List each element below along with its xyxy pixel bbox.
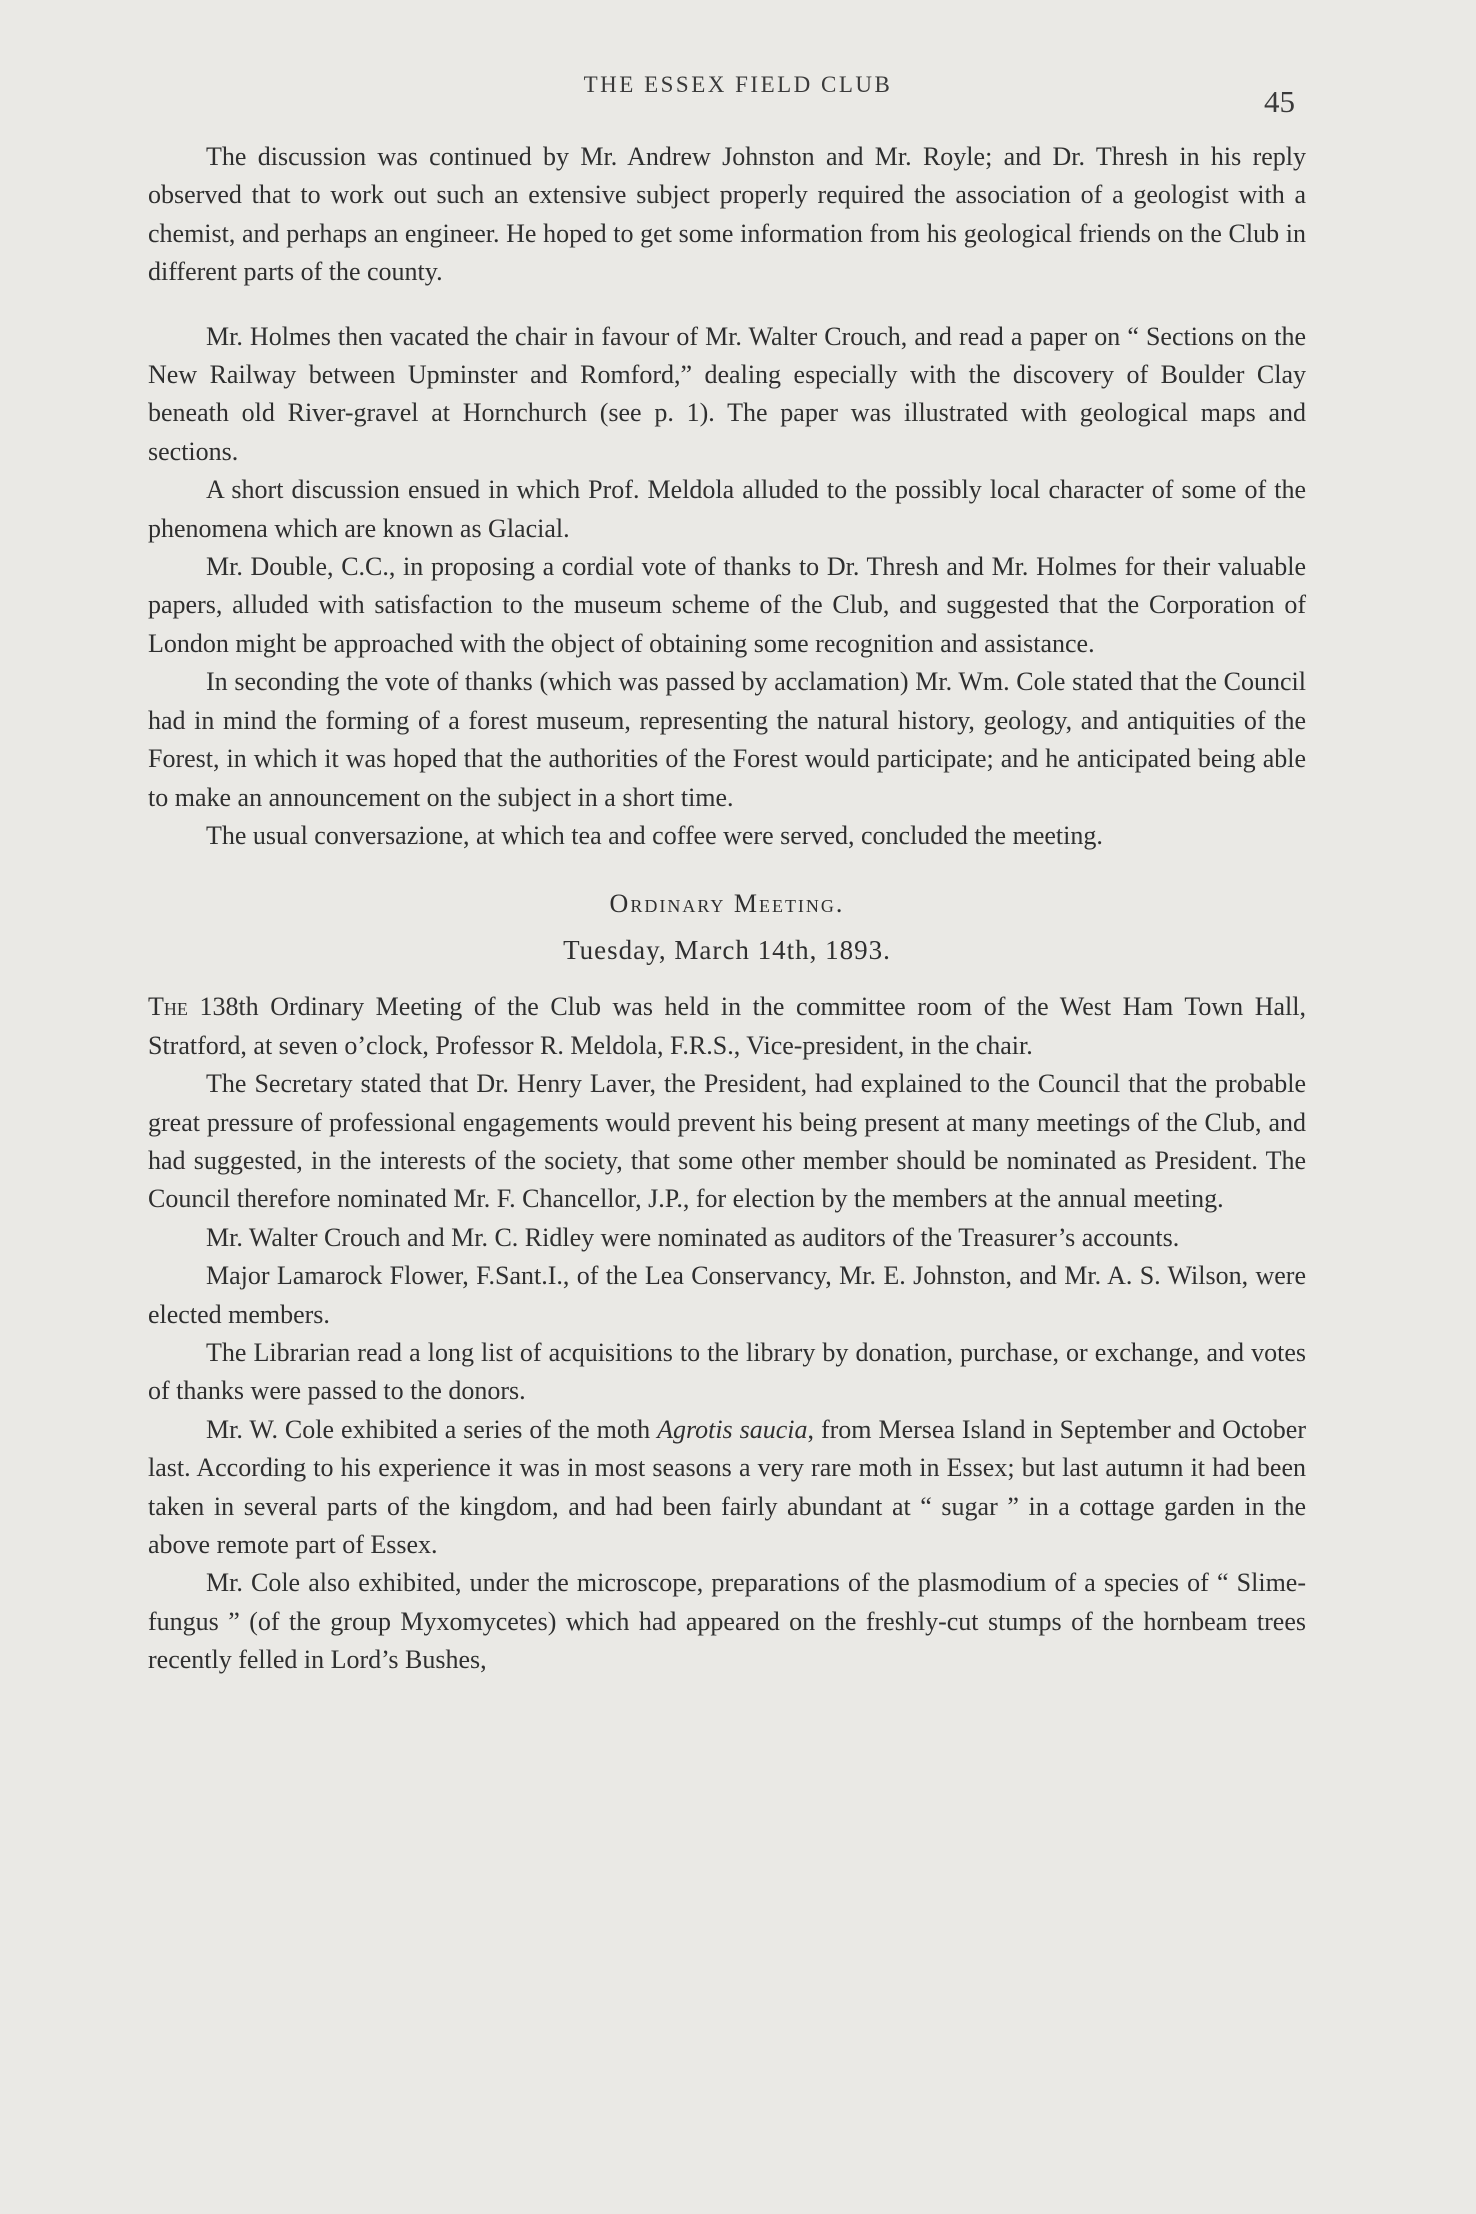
page-number: 45 <box>1264 84 1295 119</box>
opening-word: The <box>148 992 188 1022</box>
paragraph-auditors: Mr. Walter Crouch and Mr. C. Ridley were nominated as auditors of the Treasurer’s accounts. <box>206 1222 1180 1252</box>
paragraph-meeting-opening <box>148 988 1306 1065</box>
paragraph-forest-museum: In seconding the vote of thanks (which was passed by acclamation) Mr. Wm. Cole stated that the Council had in mind the forming of a forest museum, representing the natural history, geology, and antiquities of the Forest, in which it was hoped that the authorities of the Forest would participate; and he anticipated being able to make an announcement on the subject in a short time. <box>148 667 1306 812</box>
paragraph-vote-of-thanks: Mr. Double, C.C., in proposing a cordial vote of thanks to Dr. Thresh and Mr. Holmes for their valuable papers, alluded with satisfaction to the museum scheme of the Club, and suggested that the Corporation of London might be approached with the object of obtaining some recognition and assistance. <box>148 552 1306 658</box>
running-head: THE ESSEX FIELD CLUB <box>583 72 893 97</box>
paragraph-slime-fungus: Mr. Cole also exhibited, under the microscope, preparations of the plasmodium of a species of “ Slime-fungus ” (of the group Myxomycetes) which had appeared on the freshly-cut stumps of the hornbeam trees recently felled in Lord’s Bushes, <box>148 1568 1306 1675</box>
opening-text: 138th Ordinary Meeting of the Club was held in the committee room of the West Ham Town Hall, Stratford, at seven o’clock, Professor R. Meldola, F.R.S., Vice-president, in the chair. <box>148 992 1306 1060</box>
paragraph-moth-exhibit <box>148 1411 1306 1565</box>
paragraph-conversazione: The usual conversazione, at which tea and coffee were served, concluded the meeting. <box>206 820 1103 850</box>
section-heading: Ordinary Meeting. <box>609 889 845 919</box>
paragraph-new-members: Major Lamarock Flower, F.Sant.I., of the Lea Conservancy, Mr. E. Johnston, and Mr. A. S. Wilson, were elected members. <box>148 1261 1306 1329</box>
meeting-date: Tuesday, March 14th, 1893. <box>563 935 891 966</box>
moth-text-after: , from Mersea Island in September and October last. According to his experience it was in most seasons a very rare moth in Essex; but last autumn it had been taken in several parts of the kingdom, and had been fairly abundant at “ sugar ” in a cottage garden in the above remote part of Essex. <box>148 1414 1306 1559</box>
paragraph-discussion: The discussion was continued by Mr. Andrew Johnston and Mr. Royle; and Dr. Thresh in his reply observed that to work out such an extensive subject properly required the association of a geologist with a chemist, and perhaps an engineer. He hoped to get some information from his geological friends on the Club in different parts of the county. <box>148 142 1306 287</box>
paragraph-president-nomination: The Secretary stated that Dr. Henry Laver, the President, had explained to the Council that the probable great pressure of professional engagements would prevent his being present at many meetings of the Club, and had suggested, in the interests of the society, that some other member should be nominated as President. The Council therefore nominated Mr. F. Chancellor, J.P., for election by the members at the annual meeting. <box>148 1069 1306 1214</box>
paragraph-librarian: The Librarian read a long list of acquisitions to the library by donation, purchase, or exchange, and votes of thanks were passed to the donors. <box>148 1337 1306 1406</box>
paragraph-holmes-paper: Mr. Holmes then vacated the chair in favour of Mr. Walter Crouch, and read a paper on “ Sections on the New Railway between Upminster and Romford,” dealing especially with the discovery of Boulder Clay beneath old River-gravel at Hornchurch (see p. 1). The paper was illustrated with geological maps and sections. <box>148 321 1306 466</box>
paragraph-short-discussion: A short discussion ensued in which Prof. Meldola alluded to the possibly local character of some of the phenomena which are known as Glacial. <box>148 475 1306 543</box>
body-text <box>148 138 1306 1680</box>
moth-text-before: Mr. W. Cole exhibited a series of the moth <box>206 1414 658 1444</box>
species-name: Agrotis saucia <box>657 1414 808 1444</box>
